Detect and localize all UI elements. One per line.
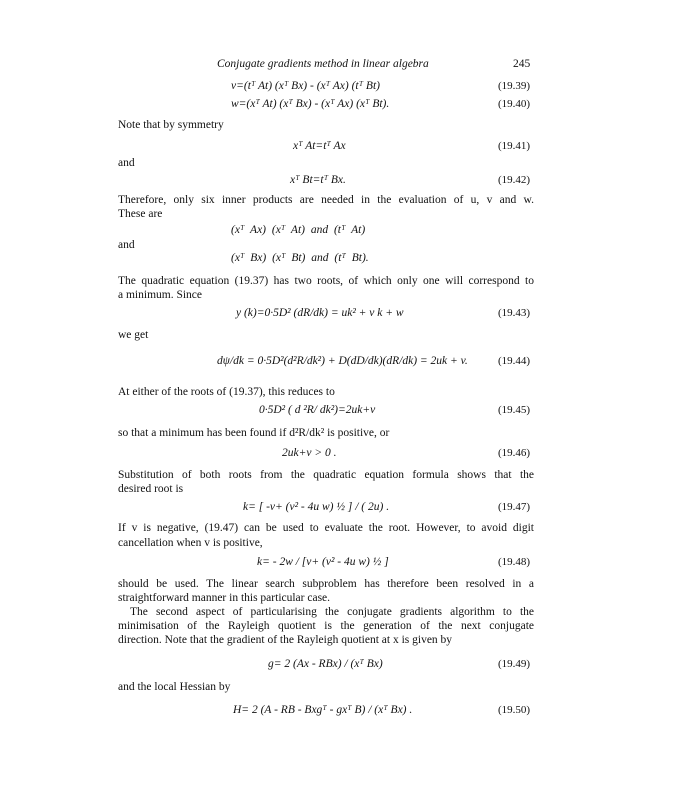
page-number: 245 — [513, 58, 531, 70]
paragraph-line: These are — [118, 208, 163, 220]
equation-19-46: 2uk+v > 0 . — [282, 447, 337, 459]
inner-products-b: (xᵀ Bx) (xᵀ Bt) and (tᵀ Bt). — [231, 252, 369, 264]
equation-number: (19.46) — [498, 447, 531, 459]
paragraph-line: and — [118, 157, 135, 169]
equation-number: (19.39) — [498, 80, 531, 92]
paragraph-line: and — [118, 239, 135, 251]
paragraph-line: and the local Hessian by — [118, 681, 231, 693]
paragraph-line: Note that by symmetry — [118, 119, 224, 131]
paragraph-line: If v is negative, (19.47) can be used to evaluate the root. However, to avoid digit — [118, 522, 534, 534]
paragraph-line: straightforward manner in this particular case. — [118, 592, 331, 604]
paragraph-line: The second aspect of particularising the conjugate gradients algorithm to the — [130, 606, 534, 618]
paragraph-line: so that a minimum has been found if d²R/dk² is positive, or — [118, 427, 390, 439]
equation-number: (19.43) — [498, 307, 531, 319]
equation-number: (19.48) — [498, 556, 531, 568]
paragraph-line: cancellation when v is positive, — [118, 537, 263, 549]
equation-19-44: dψ/dk = 0·5D²(d²R/dk²) + D(dD/dk)(dR/dk) = 2uk + v. — [217, 355, 468, 367]
paragraph-line: desired root is — [118, 483, 184, 495]
equation-19-45: 0·5D² ( d ²R/ dk²)=2uk+v — [259, 404, 376, 416]
equation-number: (19.41) — [498, 140, 531, 152]
equation-number: (19.47) — [498, 501, 531, 513]
paragraph-line: Therefore, only six inner products are needed in the evaluation of u, v and w. — [118, 194, 534, 206]
equation-number: (19.44) — [498, 355, 531, 367]
paragraph-line: At either of the roots of (19.37), this reduces to — [118, 386, 335, 398]
equation-19-50: H= 2 (A - RB - Bxgᵀ - gxᵀ B) / (xᵀ Bx) . — [233, 704, 413, 716]
equation-19-43: y (k)=0·5D² (dR/dk) = uk² + v k + w — [236, 307, 404, 319]
equation-number: (19.42) — [498, 174, 531, 186]
equation-number: (19.45) — [498, 404, 531, 416]
running-title: Conjugate gradients method in linear algebra — [217, 58, 429, 70]
paragraph-line: direction. Note that the gradient of the Rayleigh quotient at x is given by — [118, 634, 453, 646]
paragraph-line: we get — [118, 329, 149, 341]
equation-19-49: g= 2 (Ax - RBx) / (xᵀ Bx) — [268, 658, 383, 670]
equation-number: (19.50) — [498, 704, 531, 716]
equation-19-41: xᵀ At=tᵀ Ax — [293, 140, 346, 152]
paragraph-line: a minimum. Since — [118, 289, 203, 301]
paragraph-line: The quadratic equation (19.37) has two roots, of which only one will correspond to — [118, 275, 534, 287]
equation-number: (19.49) — [498, 658, 531, 670]
paragraph-line: minimisation of the Rayleigh quotient is the generation of the next conjugate — [118, 620, 534, 632]
equation-number: (19.40) — [498, 98, 531, 110]
inner-products-a: (xᵀ Ax) (xᵀ At) and (tᵀ At) — [231, 224, 366, 236]
equation-19-48: k= - 2w / [v+ (v² - 4u w) ½ ] — [257, 556, 389, 568]
equation-19-42: xᵀ Bt=tᵀ Bx. — [290, 174, 346, 186]
equation-19-39: v=(tᵀ At) (xᵀ Bx) - (xᵀ Ax) (tᵀ Bt) — [231, 80, 380, 92]
equation-19-40: w=(xᵀ At) (xᵀ Bx) - (xᵀ Ax) (xᵀ Bt). — [231, 98, 390, 110]
paragraph-line: should be used. The linear search subproblem has therefore been resolved in a — [118, 578, 534, 590]
paragraph-line: Substitution of both roots from the quadratic equation formula shows that the — [118, 469, 534, 481]
equation-19-47: k= [ -v+ (v² - 4u w) ½ ] / ( 2u) . — [243, 501, 390, 513]
